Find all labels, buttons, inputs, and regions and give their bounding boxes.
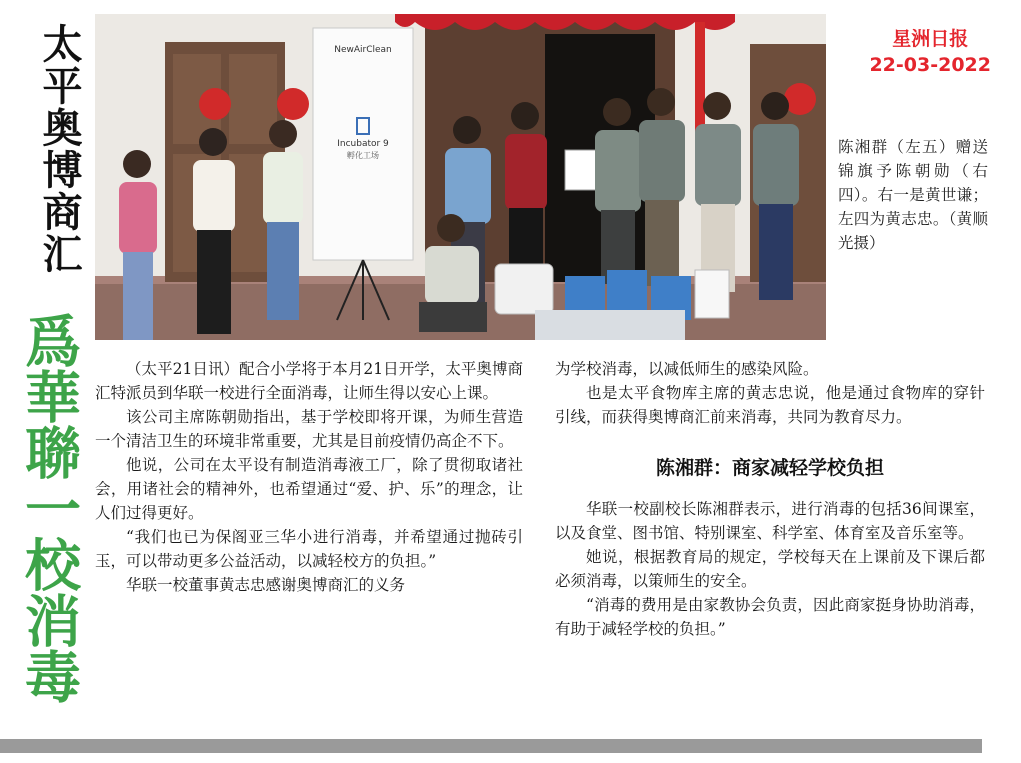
banner-brand: NewAirClean: [334, 45, 392, 55]
banner-subtitle: Incubator 9: [337, 139, 389, 149]
banner-subtitle-cn: 孵化工场: [347, 151, 379, 160]
headline-main: 爲華聯一校消毒: [16, 312, 81, 704]
paragraph: 也是太平食物库主席的黄志忠说，他是通过食物库的穿针引线，而获得奥博商汇前来消毒，共同为教育尽力。: [555, 384, 985, 426]
article-column-left: [95, 357, 523, 597]
paragraph: 该公司主席陈朝勋指出，基于学校即将开课，为师生营造一个清洁卫生的环境非常重要，尤其是目前疫情仍高企不下。: [95, 408, 523, 450]
news-photo-illustration: [95, 14, 826, 340]
article-subheading: 陈湘群：商家减轻学校负担: [655, 457, 884, 479]
paragraph: 她说，根据教育局的规定，学校每天在上课前及下课后都必须消毒，以策师生的安全。: [555, 548, 985, 590]
masthead: [869, 26, 991, 78]
paragraph: “消毒的费用是由家教协会负责，因此商家挺身协助消毒，有助于减轻学校的负担。”: [555, 596, 985, 638]
bottom-divider-bar: [0, 739, 982, 753]
news-photo: [95, 14, 826, 340]
paragraph: “我们也已为保阁亚三华小进行消毒，并希望通过抛砖引玉，可以带动更多公益活动，以减轻校方的负担。”: [95, 528, 523, 570]
publication-date: 22-03-2022: [869, 54, 991, 76]
photo-caption: 陈湘群（左五）赠送锦旗予陈朝勋（右四）。右一是黄世谦；左四为黄志忠。（黄顺光摄）: [838, 138, 988, 252]
paragraph: 华联一校董事黄志忠感谢奥博商汇的义务: [126, 576, 406, 594]
paragraph: 华联一校副校长陈湘群表示，进行消毒的包括36间课室，以及食堂、图书馆、特别课室、科学室、体育室及音乐室等。: [555, 500, 985, 542]
article-column-right: [555, 357, 985, 641]
newspaper-name: 星洲日报: [892, 28, 969, 50]
paragraph: 为学校消毒，以减低师生的感染风险。: [555, 360, 819, 378]
headline-top: 太平奥博商汇: [36, 23, 82, 275]
paragraph: 他说，公司在太平设有制造消毒液工厂，除了贯彻取诸社会，用诸社会的精神外，也希望通过“爱、护、乐”的理念，让人们过得更好。: [95, 456, 523, 522]
paragraph: （太平21日讯）配合小学将于本月21日开学，太平奥博商汇特派员到华联一校进行全面消毒，让师生得以安心上课。: [95, 360, 523, 402]
